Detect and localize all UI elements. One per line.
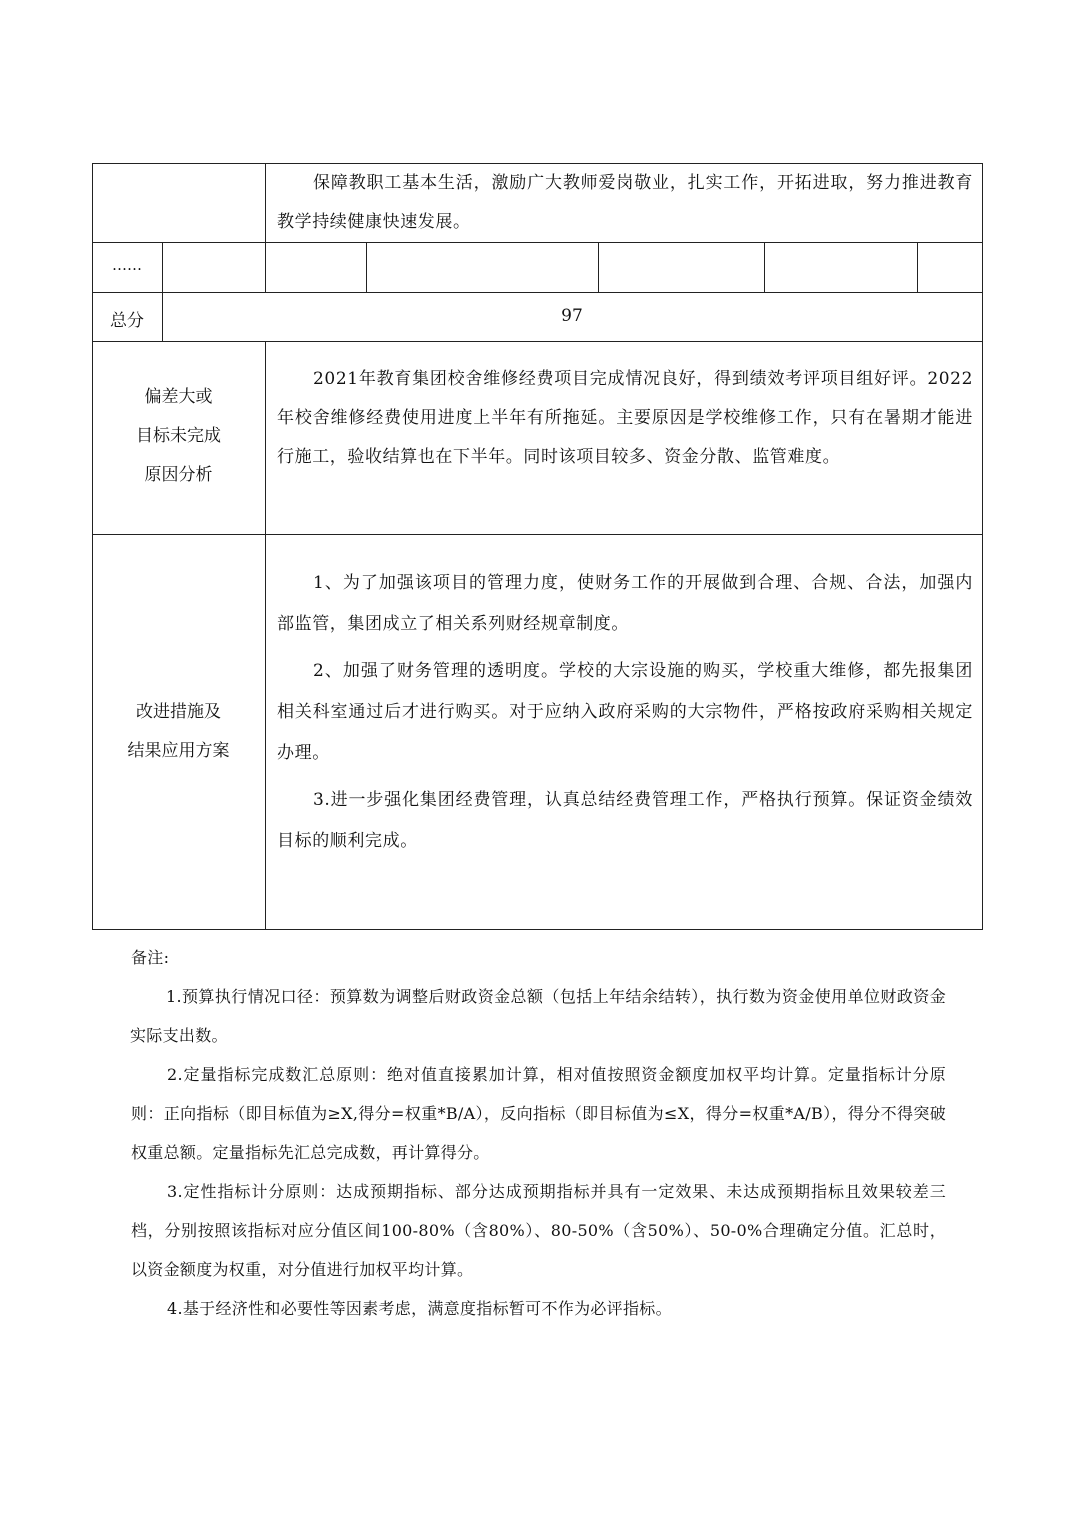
table-border-bottom [92, 929, 983, 930]
improve-text [277, 563, 973, 862]
col-divider [265, 163, 266, 243]
improve-label [92, 693, 265, 771]
deviation-text: 2021年教育集团校舍维修经费项目完成情况良好，得到绩效考评项目组好评。2022年校舍维修经费使用进度上半年有所拖延。主要原因是学校维修工作，只有在暑期才能进行施工，验收结算也在下半年。同时该项目较多、资金分散、监管难度。 [277, 369, 973, 467]
deviation-label-line: 原因分析 [144, 465, 213, 485]
col-divider [265, 242, 266, 292]
improve-paragraph: 3.进一步强化集团经费管理，认真总结经费管理工作，严格执行预算。保证资金绩效目标的顺利完成。 [277, 790, 973, 851]
row-divider [92, 292, 983, 293]
table-border-right [982, 163, 983, 930]
deviation-label [92, 378, 265, 495]
col-divider [598, 242, 599, 292]
note-item: 1.预算执行情况口径：预算数为调整后财政资金总额（包括上年结余结转），执行数为资金使用单位财政资金实际支出数。 [130, 987, 946, 1045]
note-item: 4.基于经济性和必要性等因素考虑，满意度指标暂可不作为必评指标。 [167, 1299, 672, 1318]
col-divider [162, 242, 163, 292]
note-item: 3.定性指标计分原则：达成预期指标、部分达成预期指标并具有一定效果、未达成预期指标且效果较差三档，分别按照该指标对应分值区间100-80%（含80%）、80-50%（含50%）、50-0%合理确定分值。汇总时，以资金额度为权重，对分值进行加权平均计算。 [131, 1182, 946, 1279]
improve-label-line: 结果应用方案 [127, 741, 230, 761]
deviation-label-line: 偏差大或 [144, 387, 213, 407]
notes-section [131, 938, 946, 1328]
col-divider [265, 341, 266, 930]
row-divider [92, 534, 983, 535]
col-divider [917, 242, 918, 292]
improve-paragraph: 2、加强了财务管理的透明度。学校的大宗设施的购买，学校重大维修，都先报集团相关科室通过后才进行购买。对于应纳入政府采购的大宗物件，严格按政府采购相关规定办理。 [277, 661, 973, 763]
ellipsis-label: …… [112, 256, 142, 274]
row-divider [92, 341, 983, 342]
deviation-label-line: 目标未完成 [136, 426, 221, 446]
col-divider [366, 242, 367, 292]
notes-heading: 备注: [131, 948, 170, 967]
note-item: 2.定量指标完成数汇总原则：绝对值直接累加计算，相对值按照资金额度加权平均计算。定量指标计分原则：正向指标（即目标值为≥X,得分=权重*B/A），反向指标（即目标值为≤X，得分=权重*A/B），得分不得突破权重总额。定量指标先汇总完成数，再计算得分。 [131, 1065, 946, 1162]
table-border-left [92, 163, 93, 930]
total-score: 97 [561, 306, 583, 326]
total-label: 总分 [110, 311, 144, 331]
col-divider [764, 242, 765, 292]
row-divider [92, 242, 983, 243]
improve-paragraph: 1、为了加强该项目的管理力度，使财务工作的开展做到合理、合规、合法，加强内部监管，集团成立了相关系列财经规章制度。 [277, 573, 973, 634]
improve-label-line: 改进措施及 [136, 702, 221, 722]
top-row-text: 保障教职工基本生活，激励广大教师爱岗敬业，扎实工作，开拓进取，努力推进教育教学持续健康快速发展。 [277, 173, 973, 232]
